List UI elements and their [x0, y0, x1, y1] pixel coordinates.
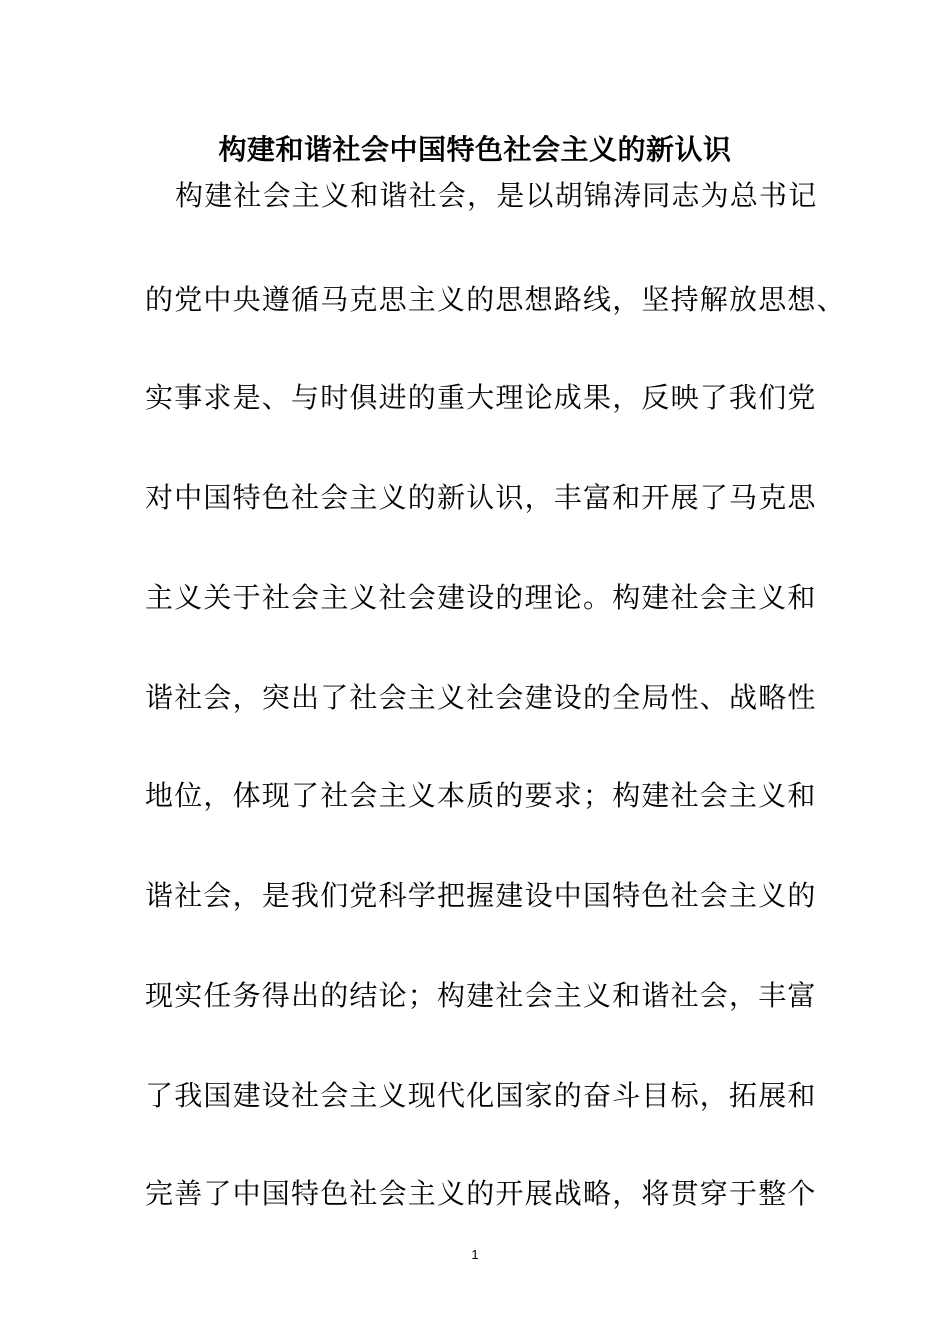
paragraph-line: 谐社会，突出了社会主义社会建设的全局性、战略性 — [145, 681, 817, 714]
paragraph-line: 实事求是、与时俱进的重大理论成果，反映了我们党 — [145, 381, 817, 414]
paragraph-line: 完善了中国特色社会主义的开展战略，将贯穿于整个 — [145, 1177, 817, 1210]
paragraph-line: 构建社会主义和谐社会，是以胡锦涛同志为总书记 — [175, 179, 818, 212]
paragraph-line: 的党中央遵循马克思主义的思想路线，坚持解放思想、 — [145, 283, 846, 316]
paragraph-line: 了我国建设社会主义现代化国家的奋斗目标，拓展和 — [145, 1079, 817, 1112]
paragraph-line: 地位，体现了社会主义本质的要求；构建社会主义和 — [145, 779, 817, 812]
document-title: 构建和谐社会中国特色社会主义的新认识 — [218, 133, 732, 166]
page-number: 1 — [471, 1247, 479, 1262]
paragraph-line: 谐社会，是我们党科学把握建设中国特色社会主义的 — [145, 879, 817, 912]
paragraph-line: 主义关于社会主义社会建设的理论。构建社会主义和 — [145, 581, 817, 614]
paragraph-line: 现实任务得出的结论；构建社会主义和谐社会，丰富 — [145, 979, 817, 1012]
paragraph-line: 对中国特色社会主义的新认识，丰富和开展了马克思 — [145, 481, 817, 514]
